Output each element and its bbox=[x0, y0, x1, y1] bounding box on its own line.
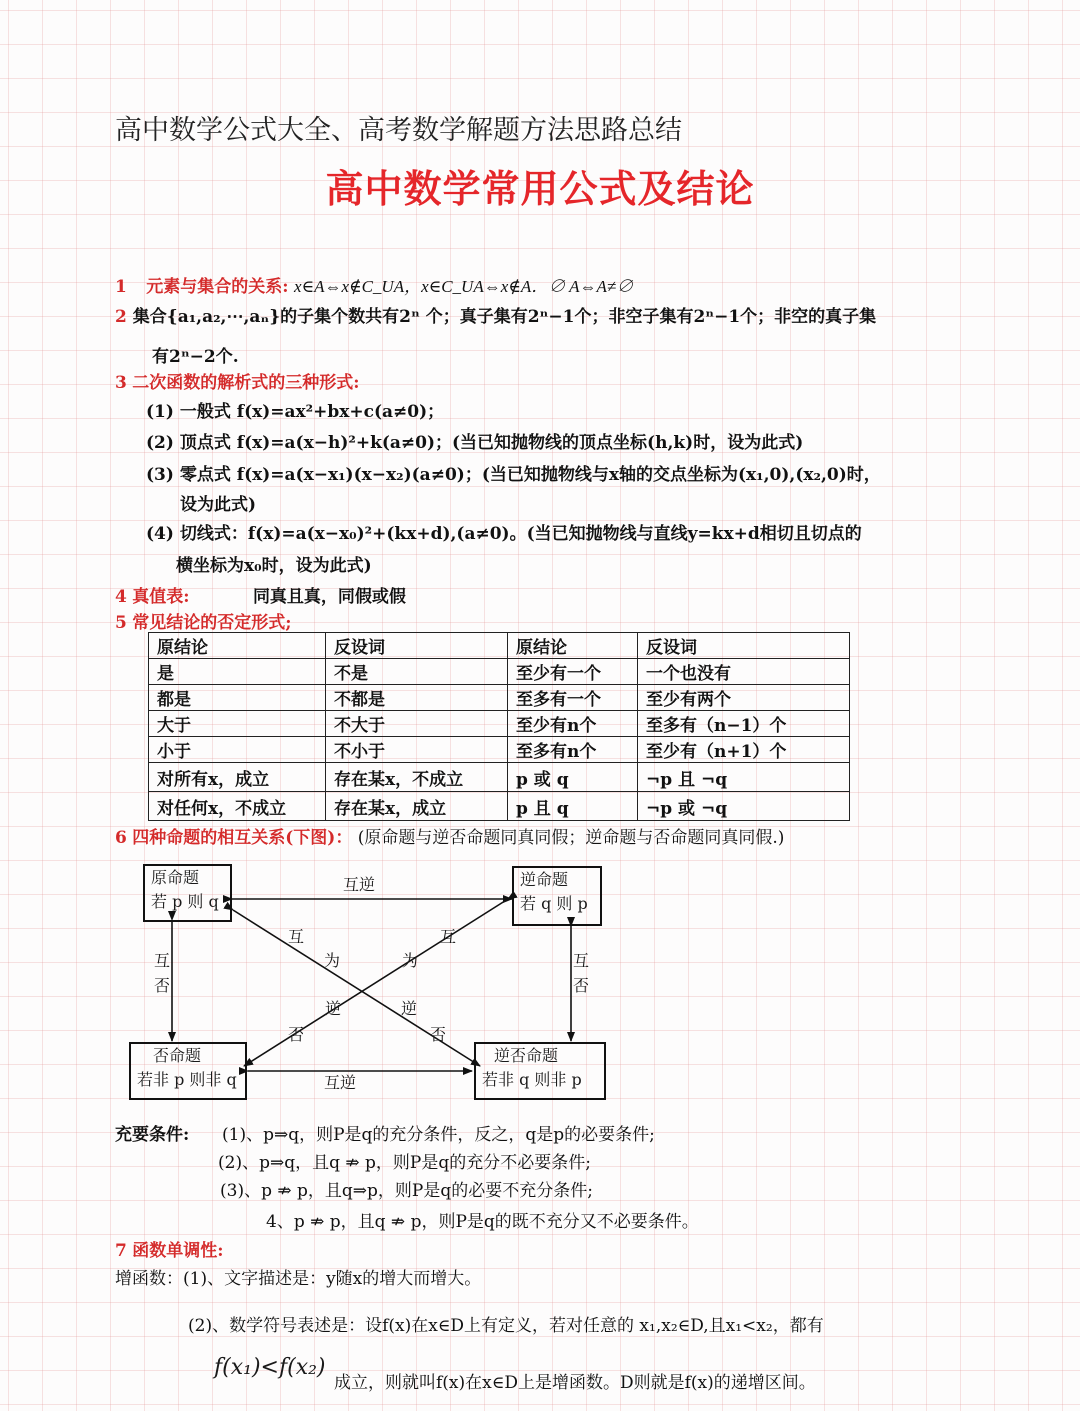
table-cell: 存在某x，成立 bbox=[326, 792, 508, 821]
table-cell: 一个也没有 bbox=[638, 659, 850, 685]
table-cell: 不都是 bbox=[326, 685, 508, 711]
label-converse-bottom: 互逆 bbox=[324, 1073, 357, 1092]
section-1-number: 1 bbox=[115, 277, 127, 297]
label-right-2: 否 bbox=[573, 976, 590, 995]
condition-3: (3)、p ⇏ p，且q⇒p，则P是q的必要不充分条件; bbox=[220, 1181, 593, 1201]
table-cell: 至少有（n+1）个 bbox=[638, 737, 850, 763]
label-right-1: 互 bbox=[573, 951, 590, 970]
conditions-heading: 充要条件: bbox=[115, 1125, 190, 1145]
section-4-number: 4 bbox=[115, 587, 127, 607]
monotonic-formula: f(x₁)<f(x₂) bbox=[214, 1355, 326, 1380]
label-diag-a-1: 互 bbox=[288, 927, 305, 946]
formula-general: (1) 一般式 f(x)=ax²+bx+c(a≠0)； bbox=[146, 402, 445, 422]
table-cell: 小于 bbox=[149, 737, 326, 763]
section-2-line-2: 有2ⁿ−2个. bbox=[152, 347, 239, 367]
table-cell: 原结论 bbox=[149, 633, 326, 659]
table-cell: 反设词 bbox=[326, 633, 508, 659]
section-6-note: (原命题与逆否命题同真同假；逆命题与否命题同真同假.) bbox=[357, 828, 785, 848]
table-cell: 至少有n个 bbox=[508, 711, 638, 737]
box-statement: 若非 q 则非 p bbox=[482, 1070, 582, 1089]
label-diag-a-2: 为 bbox=[324, 951, 341, 970]
condition-4: 4、p ⇏ p，且q ⇏ p，则P是q的既不充分又不必要条件。 bbox=[266, 1212, 699, 1232]
box-title: 原命题 bbox=[151, 868, 200, 887]
table-cell: ¬p 或 ¬q bbox=[638, 792, 850, 821]
table-cell: 是 bbox=[149, 659, 326, 685]
table-cell: 反设词 bbox=[638, 633, 850, 659]
condition-1: (1)、p⇒q，则P是q的充分条件，反之，q是p的必要条件; bbox=[222, 1125, 655, 1145]
label-left-2: 否 bbox=[154, 976, 171, 995]
page-title: 高中数学常用公式及结论 bbox=[325, 166, 755, 211]
section-7-number: 7 bbox=[115, 1241, 127, 1261]
original-proposition-box bbox=[143, 864, 232, 922]
label-diag-a-4: 否 bbox=[288, 1025, 305, 1044]
table-cell: ¬p 且 ¬q bbox=[638, 763, 850, 792]
table-cell: 至多有n个 bbox=[508, 737, 638, 763]
table-cell: 都是 bbox=[149, 685, 326, 711]
monotonic-text-1: 增函数：(1)、文字描述是：y随x的增大而增大。 bbox=[115, 1269, 482, 1289]
box-statement: 若 q 则 p bbox=[520, 894, 588, 913]
table-cell: 至少有一个 bbox=[508, 659, 638, 685]
label-diag-b-3: 逆 bbox=[401, 999, 418, 1018]
converse-proposition-box bbox=[512, 866, 602, 926]
formula-zero: (3) 零点式 f(x)=a(x−x₁)(x−x₂)(a≠0)；(当已知抛物线与x轴的交点坐标为(x₁,0),(x₂,0)时， bbox=[146, 465, 881, 485]
table-cell: 不是 bbox=[326, 659, 508, 685]
section-1-formula: x∈A⇔x∉C_UA，x∈C_UA⇔x∉A．∅ A⇔A≠∅ bbox=[293, 277, 634, 296]
monotonic-text-3: 成立，则就叫f(x)在x∈D上是增函数。D则就是f(x)的递增区间。 bbox=[334, 1373, 816, 1393]
formula-vertex: (2) 顶点式 f(x)=a(x−h)²+k(a≠0)；(当已知抛物线的顶点坐标(h,k)时，设为此式) bbox=[146, 433, 804, 453]
box-title: 否命题 bbox=[153, 1046, 202, 1065]
section-6-number: 6 bbox=[115, 828, 127, 848]
formula-tangent-cont: 横坐标为x₀时，设为此式) bbox=[176, 556, 372, 576]
table-cell: 原结论 bbox=[508, 633, 638, 659]
box-title: 逆否命题 bbox=[494, 1046, 559, 1065]
section-2-number: 2 bbox=[115, 307, 127, 327]
table-cell: p 或 q bbox=[508, 763, 638, 792]
truth-table-text: 同真且真，同假或假 bbox=[252, 587, 406, 607]
formula-zero-cont: 设为此式) bbox=[180, 495, 257, 515]
section-3-number: 3 bbox=[115, 373, 127, 393]
label-diag-b-4: 否 bbox=[430, 1025, 447, 1044]
label-converse-top: 互逆 bbox=[343, 875, 376, 894]
section-6-heading: 四种命题的相互关系(下图)： bbox=[132, 828, 353, 848]
condition-2: (2)、p⇒q，且q ⇏ p，则P是q的充分不必要条件; bbox=[218, 1153, 591, 1173]
arrow-contrapositive-2 bbox=[244, 899, 508, 1066]
box-statement: 若非 p 则非 q bbox=[137, 1070, 237, 1089]
table-cell: 至多有（n−1）个 bbox=[638, 711, 850, 737]
section-5-heading: 常见结论的否定形式; bbox=[132, 613, 292, 633]
section-2-text: 集合{a₁,a₂,⋯,aₙ}的子集个数共有2ⁿ 个；真子集有2ⁿ−1个；非空子集有2ⁿ−1个；非空的真子集 bbox=[132, 307, 877, 327]
table-cell: 对所有x，成立 bbox=[149, 763, 326, 792]
section-5-number: 5 bbox=[115, 613, 127, 633]
table-cell: 至少有两个 bbox=[638, 685, 850, 711]
section-7-heading: 函数单调性: bbox=[132, 1241, 224, 1261]
inverse-proposition-box bbox=[129, 1042, 247, 1100]
table-cell: 不大于 bbox=[326, 711, 508, 737]
table-cell: 存在某x，不成立 bbox=[326, 763, 508, 792]
formula-tangent: (4) 切线式：f(x)=a(x−x₀)²+(kx+d),(a≠0)。(当已知抛物线与直线y=kx+d相切且切点的 bbox=[146, 524, 862, 544]
document-subtitle: 高中数学公式大全、高考数学解题方法思路总结 bbox=[115, 115, 682, 146]
table-cell: p 且 q bbox=[508, 792, 638, 821]
section-4-heading: 真值表: bbox=[132, 587, 190, 607]
table-cell: 对任何x，不成立 bbox=[149, 792, 326, 821]
label-diag-b-1: 互 bbox=[440, 927, 457, 946]
table-cell: 不小于 bbox=[326, 737, 508, 763]
label-diag-b-2: 为 bbox=[402, 951, 419, 970]
monotonic-text-2: (2)、数学符号表述是：设f(x)在x∈D上有定义，若对任意的 x₁,x₂∈D,且x₁<x₂，都有 bbox=[188, 1316, 824, 1336]
section-7-heading-row bbox=[115, 1236, 224, 1261]
label-left-1: 互 bbox=[154, 951, 171, 970]
label-diag-a-3: 逆 bbox=[325, 999, 342, 1018]
section-1-heading: 元素与集合的关系: bbox=[146, 277, 289, 297]
box-title: 逆命题 bbox=[520, 870, 569, 889]
section-3-heading: 二次函数的解析式的三种形式: bbox=[132, 373, 360, 393]
table-cell: 大于 bbox=[149, 711, 326, 737]
box-statement: 若 p 则 q bbox=[151, 892, 219, 911]
table-cell: 至多有一个 bbox=[508, 685, 638, 711]
contrapositive-proposition-box bbox=[474, 1042, 606, 1100]
